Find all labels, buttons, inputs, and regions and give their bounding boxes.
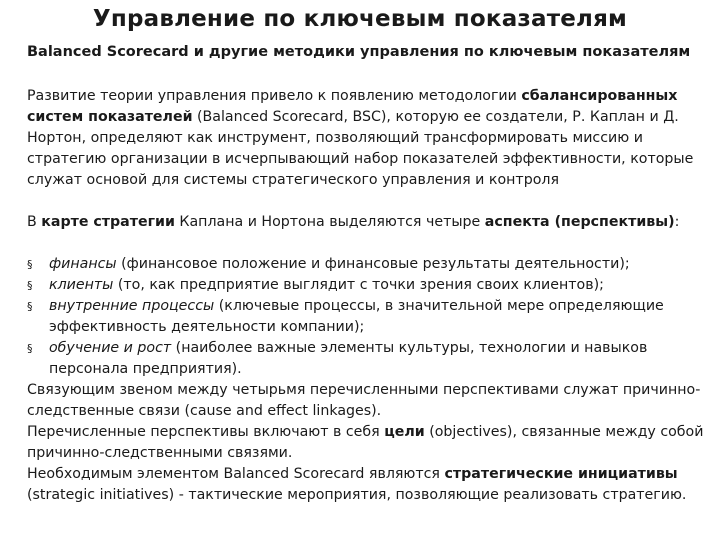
initiatives-text-2: (strategic initiatives) - тактические мероприятия, позволяющие реализовать стратегию. <box>27 487 687 503</box>
list-item <box>27 275 705 296</box>
linkage-paragraph: Связующим звеном между четырьмя перечисленными перспективами служат причинно-следственные связи (cause and effect linkages). <box>27 382 701 419</box>
list-item <box>27 296 705 338</box>
strategy-bold-1: карте стратегии <box>41 214 175 230</box>
bullet-term: обучение и рост <box>49 340 172 356</box>
bullet-marker: § <box>27 279 33 292</box>
bullet-marker: § <box>27 300 33 313</box>
page-title: Управление по ключевым показателям <box>92 6 628 32</box>
bullet-marker: § <box>27 258 33 271</box>
bullet-term: клиенты <box>49 277 114 293</box>
strategy-text-2: Каплана и Нортона выделяются четыре <box>174 214 485 230</box>
spacer <box>27 191 705 212</box>
bullet-term: внутренние процессы <box>49 298 215 314</box>
spacer <box>27 233 705 254</box>
strategy-bold-2: аспекта (перспективы) <box>484 214 675 230</box>
intro-text-2: (Balanced Scorecard, BSC), которую ее создатели, Р. Каплан и Д. Нортон, определяют как инструмент, позволяющий трансформировать миссию и стратегию организации в исчерпывающий набор показателей эффективности, которые служат основой для системы стратегического управления и контроля <box>27 109 694 188</box>
list-item <box>27 254 705 275</box>
bullet-text: (наиболее важные элементы культуры, технологии и навыков персонала предприятия). <box>49 340 648 377</box>
bullet-marker: § <box>27 342 33 355</box>
strategy-text-1: В <box>27 214 42 230</box>
bullet-term: финансы <box>49 256 117 272</box>
initiatives-text-1: Необходимым элементом Balanced Scorecard являются <box>27 466 445 482</box>
bullet-text: (ключевые процессы, в значительной мере определяющие эффективность деятельности компании); <box>49 298 664 335</box>
bullet-text: (то, как предприятие выглядит с точки зрения своих клиентов); <box>113 277 604 293</box>
strategy-map-paragraph <box>27 212 705 233</box>
intro-paragraph <box>27 86 705 191</box>
objectives-text-1: Перечисленные перспективы включают в себя <box>27 424 385 440</box>
slide-body <box>27 86 705 506</box>
objectives-bold: цели <box>384 424 425 440</box>
intro-text-1: Развитие теории управления привело к появлению методологии <box>27 88 522 104</box>
list-item <box>27 338 705 380</box>
objectives-text-2: (objectives), связанные между собой причинно-следственными связями. <box>27 424 704 461</box>
strategy-text-3: : <box>674 214 680 230</box>
bullet-text: (финансовое положение и финансовые результаты деятельности); <box>116 256 630 272</box>
intro-bold-term: сбалансированных систем показателей <box>27 88 678 125</box>
initiatives-bold: стратегические инициативы <box>444 466 678 482</box>
subtitle: Balanced Scorecard и другие методики управления по ключевым показателям <box>27 44 691 60</box>
perspectives-list <box>27 254 705 380</box>
objectives-paragraph <box>27 422 705 464</box>
initiatives-paragraph <box>27 464 705 506</box>
